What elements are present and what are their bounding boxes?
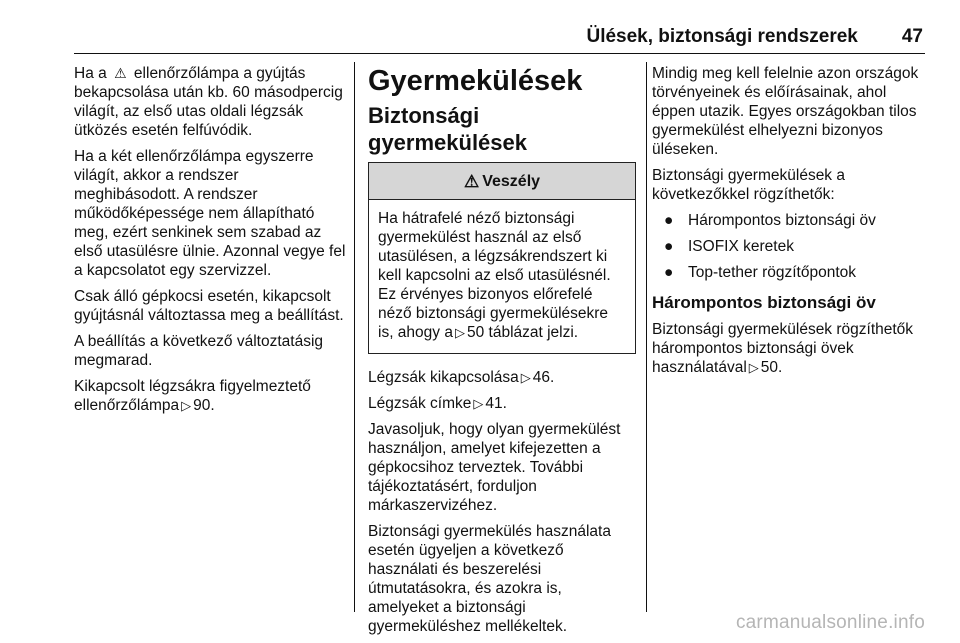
page-reference-arrow-icon: ▷ xyxy=(473,396,484,411)
paragraph: Kikapcsolt légzsákra figyelmeztető ellenőrzőlámpa ▷ 90. xyxy=(74,378,311,414)
section-subheading: Biztonsági gyermekülések xyxy=(368,103,527,155)
section-heading: Gyermekülések xyxy=(368,65,583,97)
paragraph: Csak álló gépkocsi esetén, kikapcsolt gyújtásnál változtassa meg a beállítást. xyxy=(74,288,344,324)
page-reference[interactable]: 41. xyxy=(485,395,507,412)
page-title: Ülések, biztonsági rendszerek xyxy=(586,26,858,47)
warning-body: Ha hátrafelé néző biztonsági gyermekülést használ az első utasülésen, a légzsákrendszert ki kell kapcsolni az első utasülésnél. Ez érvényes bizonyos előrefelé néző biztonsági gyermekülésekre is, ahogy a ▷ 50 táblázat jelzi. xyxy=(378,210,611,341)
warning-triangle-icon: ⚠ xyxy=(463,171,480,191)
column-left xyxy=(74,64,346,422)
list-item: ● Top-tether rögzítőpontok xyxy=(664,264,857,281)
page-reference[interactable]: 50 táblázat jelzi. xyxy=(466,324,579,341)
column-divider-left xyxy=(354,62,355,612)
warning-header xyxy=(369,163,635,200)
page-reference-arrow-icon: ▷ xyxy=(520,370,531,385)
bullet-icon: ● xyxy=(664,238,674,255)
column-right xyxy=(652,64,930,384)
page-reference-arrow-icon: ▷ xyxy=(181,398,192,413)
paragraph: Ha a két ellenőrzőlámpa egyszerre világít, akkor a rendszer meghibásodott. A rendszer működőképessége nem állapítható meg, ezért senkinek sem szabad az első utasülésre ülnie. Azonnal vegye fel a kapcsolatot egy szervizzel. xyxy=(74,148,346,279)
page-reference[interactable]: 46. xyxy=(532,369,555,386)
paragraph: Biztonsági gyermekülések rögzíthetők hárompontos biztonsági övek használatával ▷ 50. xyxy=(652,321,914,376)
page-reference[interactable]: 50. xyxy=(760,359,783,376)
bullet-icon: ● xyxy=(664,264,674,281)
column-divider-right xyxy=(646,62,647,612)
paragraph: Biztonsági gyermekülések a következőkkel rögzíthetők: xyxy=(652,167,845,203)
list-item: ● Hárompontos biztonsági öv xyxy=(664,212,876,229)
page-reference[interactable]: 90. xyxy=(193,397,215,414)
section-heading: Hárompontos biztonsági öv xyxy=(652,293,876,312)
page-reference-arrow-icon: ▷ xyxy=(454,325,465,340)
warning-box xyxy=(368,162,636,354)
header-rule xyxy=(74,53,925,54)
page-reference-arrow-icon: ▷ xyxy=(748,360,759,375)
bullet-list xyxy=(652,211,930,282)
paragraph: Ha a ⚠︎ ellenőrzőlámpa a gyújtás bekapcsolása után kb. 60 másodpercig világít, az első utas oldali légzsák ütközés esetén felfúvódik. xyxy=(74,65,343,139)
paragraph: Javasoljuk, hogy olyan gyermekülést használjon, amelyet kifejezetten a gépkocsihoz terveztek. További tájékoztatásért, forduljon márkaszervizéhez. xyxy=(368,421,621,514)
paragraph: Mindig meg kell felelnie azon országok törvényeinek és előírásainak, ahol éppen utazik. Egyes országokban tilos gyermekülést elhelyezni bizonyos üléseken. xyxy=(652,65,919,158)
column-middle xyxy=(368,64,636,643)
warning-title: Veszély xyxy=(482,172,541,190)
airbag-off-icon: ⚠︎ xyxy=(114,65,127,81)
paragraph: Biztonsági gyermekülés használata esetén ügyeljen a következő használati és beszerelési útmutatásokra, és azokra is, amelyeket a biztonsági gyermeküléshez mellékeltek. xyxy=(368,523,611,635)
watermark: carmanualsonline.info xyxy=(735,612,925,633)
list-item: ● ISOFIX keretek xyxy=(664,238,794,255)
page-header xyxy=(74,26,923,50)
bullet-icon: ● xyxy=(664,212,674,229)
page-number: 47 xyxy=(901,26,923,47)
paragraph: Légzsák kikapcsolása ▷ 46. xyxy=(368,369,555,386)
paragraph: A beállítás a következő változtatásig megmarad. xyxy=(74,333,324,369)
paragraph: Légzsák címke ▷ 41. xyxy=(368,395,507,412)
